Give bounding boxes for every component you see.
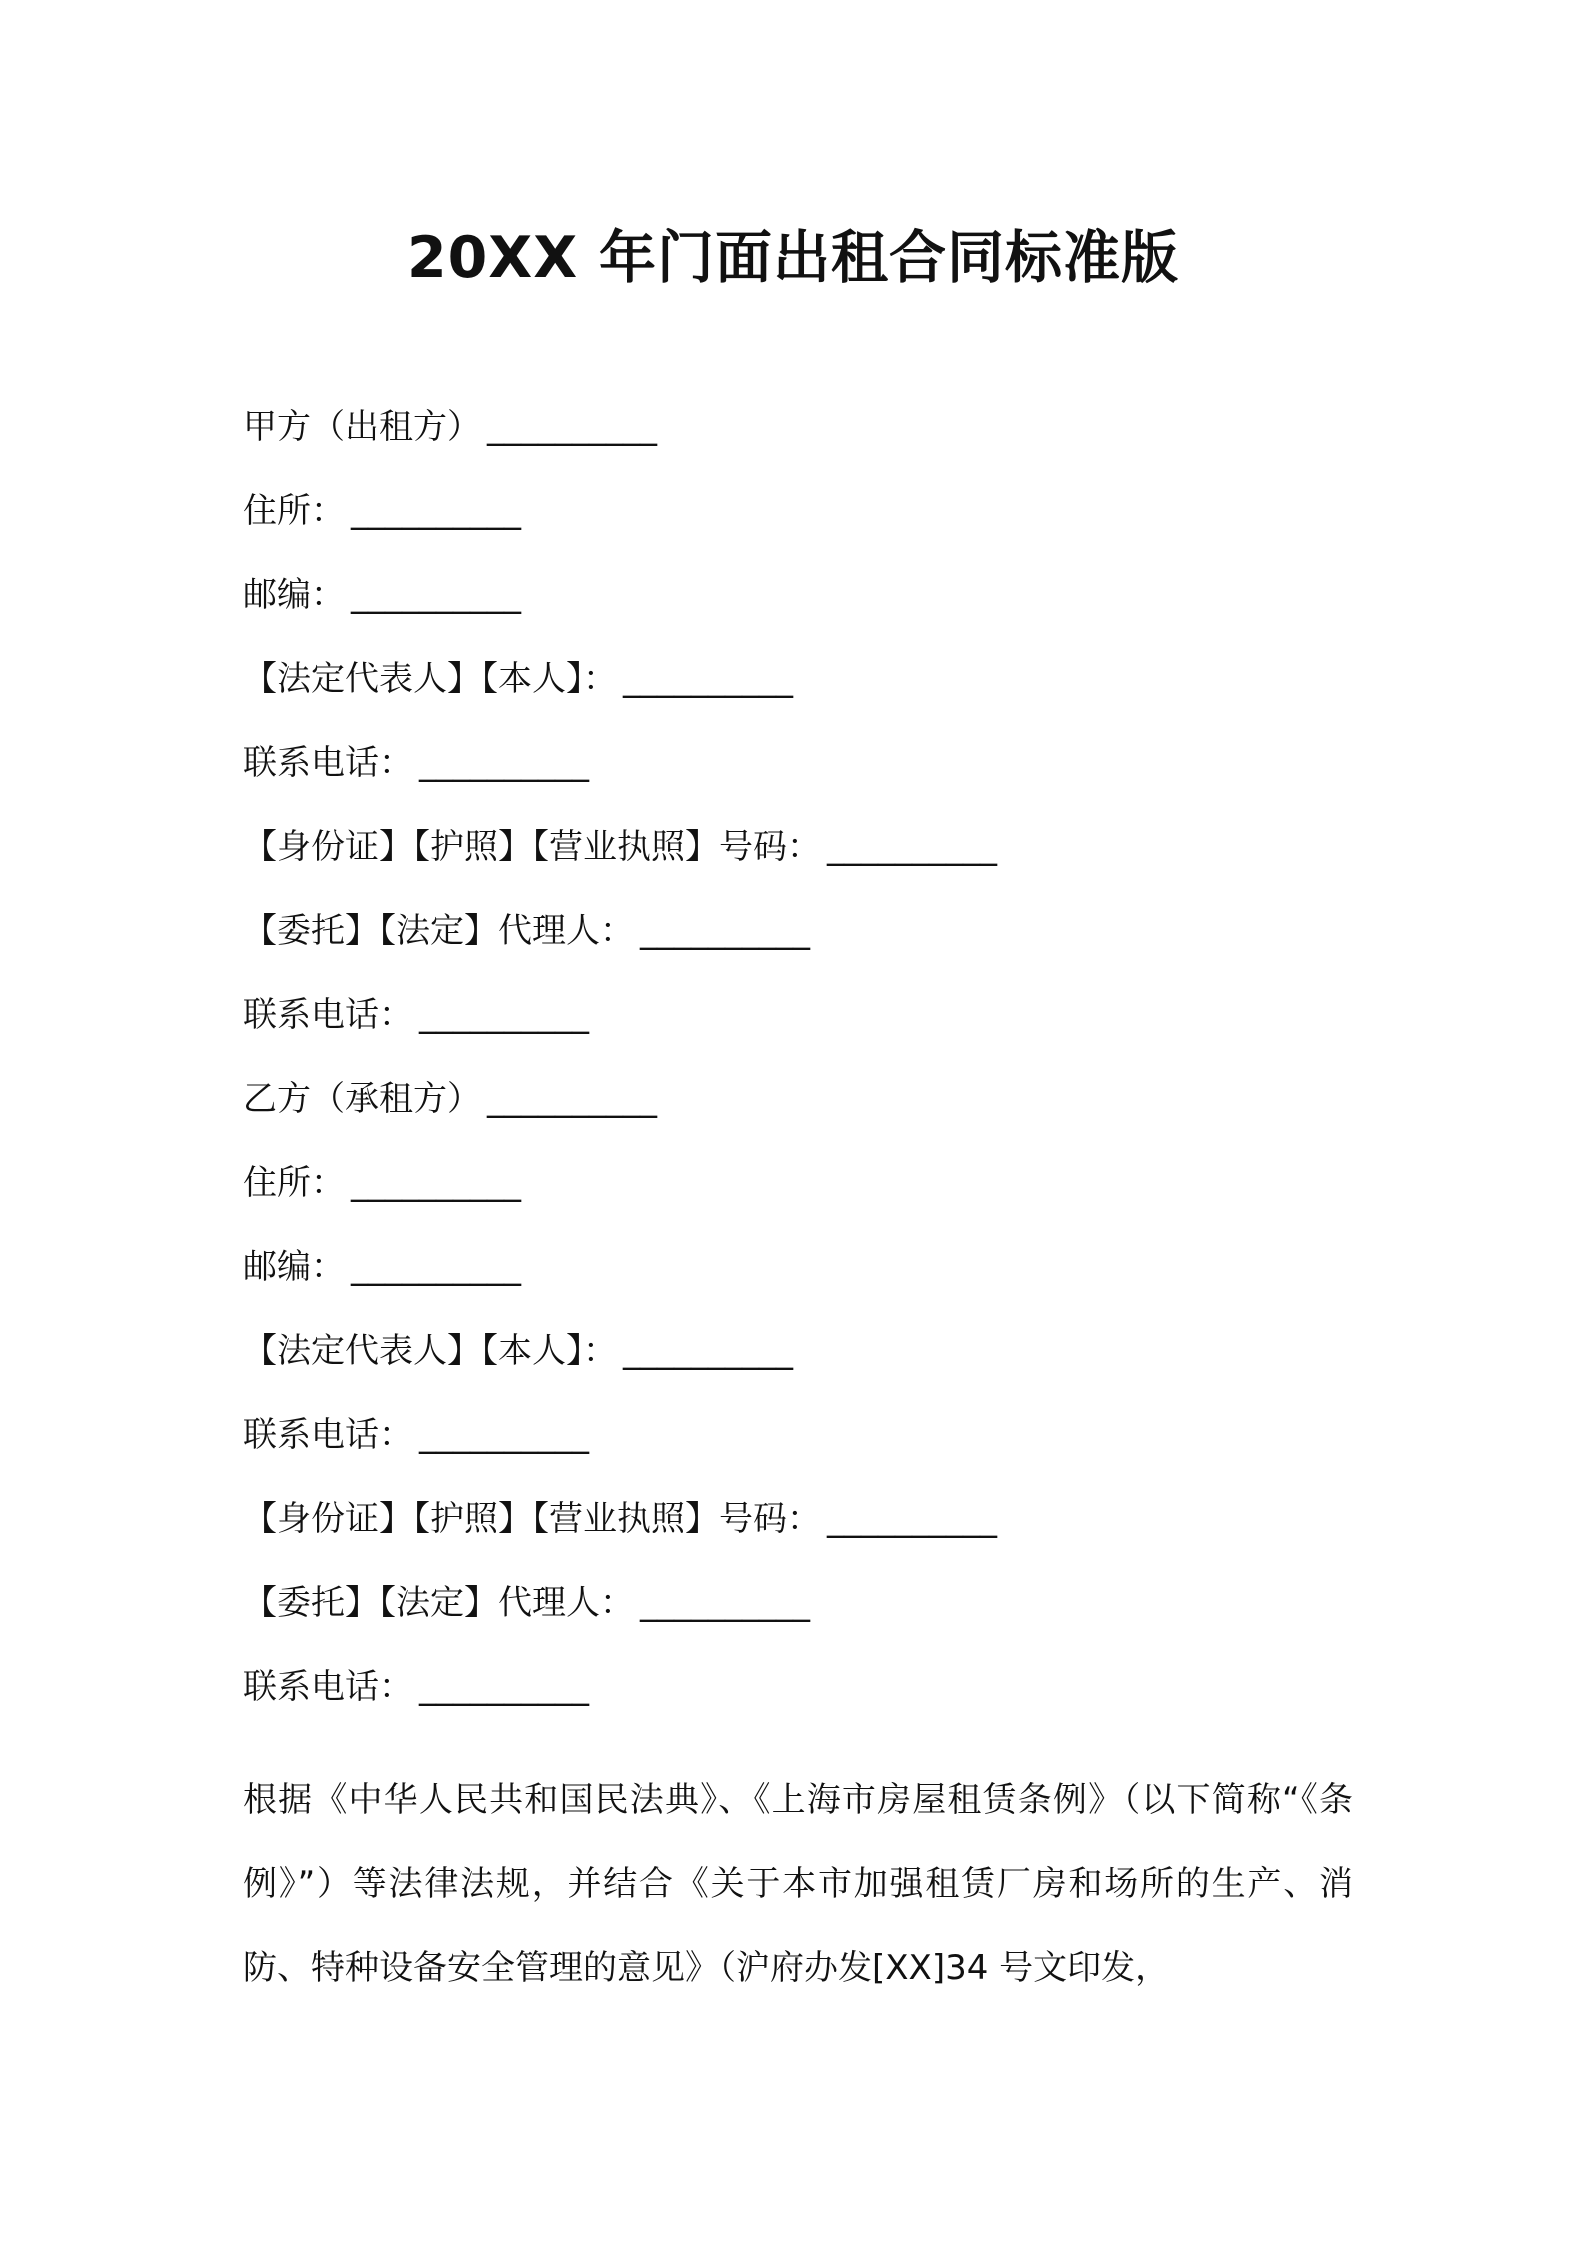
- fill-blank: __________: [419, 1415, 589, 1455]
- legal-basis-paragraph: 根据《中华人民共和国民法典》、《上海市房屋租赁条例》（以下简称“《条例》”）等法律法规，并结合《关于本市加强租赁厂房和场所的生产、消防、特种设备安全管理的意见》（沪府办发[XX]34 号文印发，: [243, 1780, 1353, 1988]
- field-line-phone: [243, 1410, 1353, 1460]
- field-line-agent: [243, 906, 1353, 956]
- fill-blank: __________: [419, 995, 589, 1035]
- fill-blank: __________: [351, 1163, 521, 1203]
- fill-blank: __________: [640, 1583, 810, 1623]
- fill-blank: __________: [351, 575, 521, 615]
- field-label: 住所：: [243, 491, 345, 531]
- field-label: 联系电话：: [243, 743, 413, 783]
- field-label: 邮编：: [243, 575, 345, 615]
- fill-blank: __________: [487, 407, 657, 447]
- field-line-postcode: [243, 570, 1353, 620]
- field-line-agent: [243, 1578, 1353, 1628]
- field-label: 【身份证】【护照】【营业执照】号码：: [243, 827, 821, 867]
- field-label: 邮编：: [243, 1247, 345, 1287]
- fill-blank: __________: [640, 911, 810, 951]
- fill-blank: __________: [827, 827, 997, 867]
- field-label: 【委托】【法定】代理人：: [243, 1583, 634, 1623]
- field-label: 联系电话：: [243, 1415, 413, 1455]
- document-title: 20XX 年门面出租合同标准版: [406, 225, 1180, 291]
- field-label: 联系电话：: [243, 1667, 413, 1707]
- field-label: 乙方（承租方）: [243, 1079, 481, 1119]
- fill-blank: __________: [351, 1247, 521, 1287]
- fill-blank: __________: [623, 1331, 793, 1371]
- field-line-id-number: [243, 1494, 1353, 1544]
- party-fields: [243, 402, 1353, 1746]
- field-line-id-number: [243, 822, 1353, 872]
- field-label: 联系电话：: [243, 995, 413, 1035]
- field-line-party-a: [243, 402, 1353, 452]
- field-line-phone: [243, 990, 1353, 1040]
- fill-blank: __________: [487, 1079, 657, 1119]
- field-line-phone: [243, 1662, 1353, 1712]
- field-line-address: [243, 486, 1353, 536]
- field-line-address: [243, 1158, 1353, 1208]
- fill-blank: __________: [827, 1499, 997, 1539]
- field-line-representative: [243, 654, 1353, 704]
- field-label: 【身份证】【护照】【营业执照】号码：: [243, 1499, 821, 1539]
- field-line-representative: [243, 1326, 1353, 1376]
- field-label: 【委托】【法定】代理人：: [243, 911, 634, 951]
- fill-blank: __________: [351, 491, 521, 531]
- field-label: 【法定代表人】【本人】：: [243, 1331, 617, 1371]
- field-label: 【法定代表人】【本人】：: [243, 659, 617, 699]
- fill-blank: __________: [419, 1667, 589, 1707]
- field-line-party-b: [243, 1074, 1353, 1124]
- fill-blank: __________: [419, 743, 589, 783]
- field-line-phone: [243, 738, 1353, 788]
- field-label: 甲方（出租方）: [243, 407, 481, 447]
- field-label: 住所：: [243, 1163, 345, 1203]
- fill-blank: __________: [623, 659, 793, 699]
- field-line-postcode: [243, 1242, 1353, 1292]
